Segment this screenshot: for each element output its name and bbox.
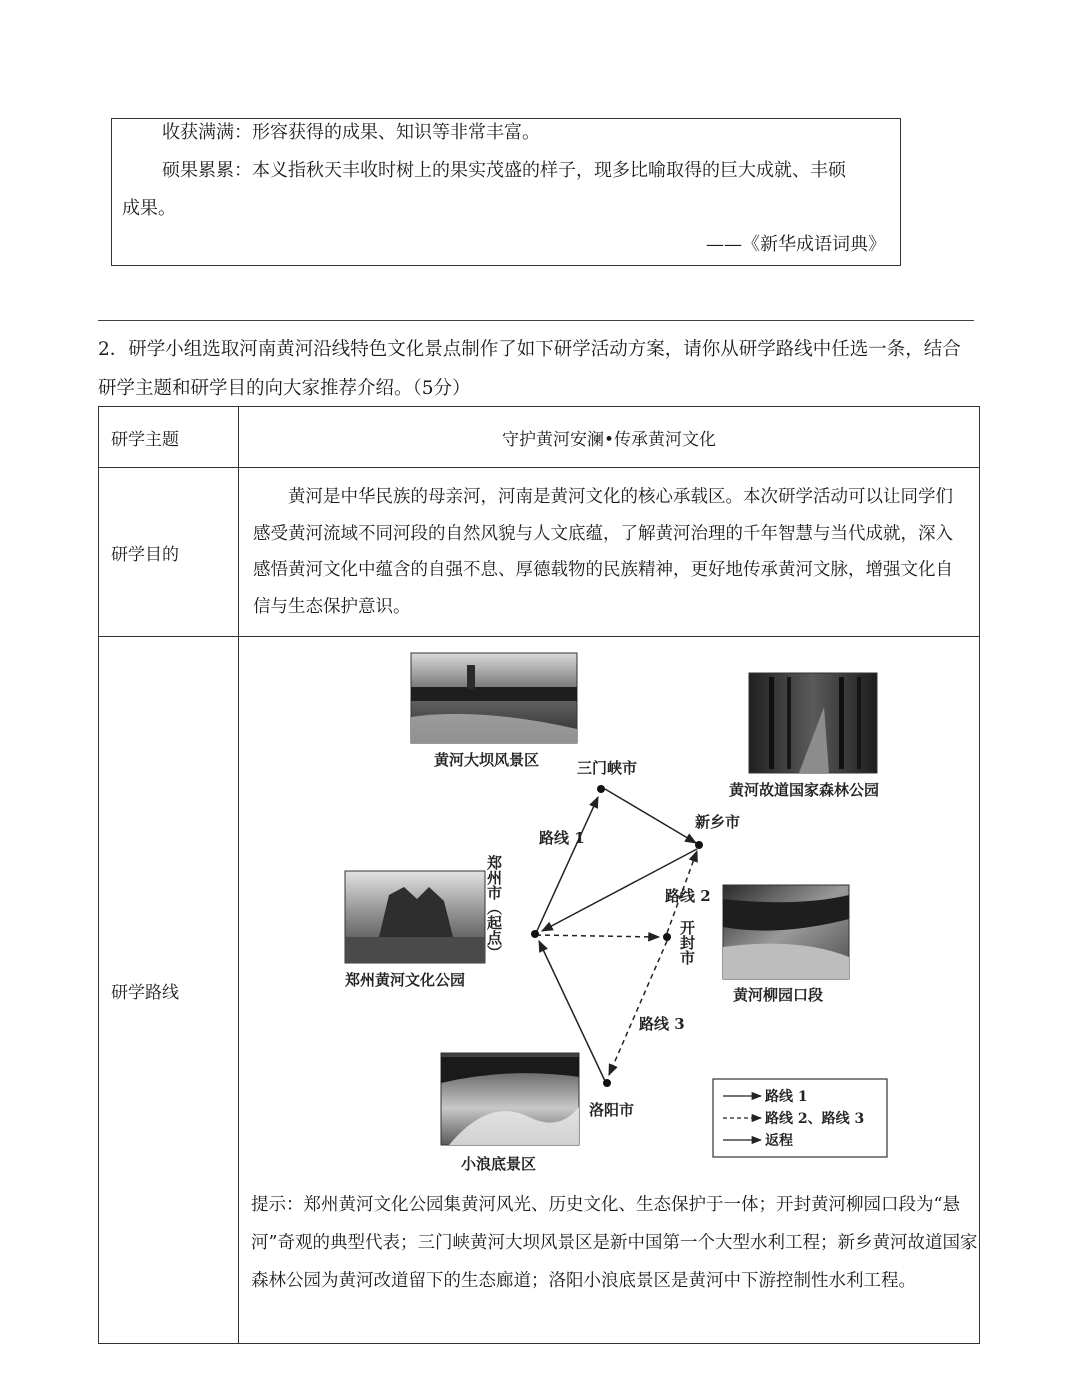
table-row-purpose <box>99 468 980 637</box>
node-xinxiang <box>695 841 703 849</box>
route-line-1-zhengzhou-sanmenxia <box>536 797 598 933</box>
photo-xiaolangdi <box>441 1053 579 1145</box>
node-luoyang <box>603 1079 611 1087</box>
dictionary-entry-shuoguo-line1: 硕果累累：本义指秋天丰收时树上的果实茂盛的样子，现多比喻取得的巨大成就、丰硕 <box>162 160 846 181</box>
dictionary-entry-shouhuo: 收获满满：形容获得的成果、知识等非常丰富。 <box>162 122 540 143</box>
route-label-3: 路线 3 <box>639 1015 685 1033</box>
city-label-xinxiang: 新乡市 <box>695 813 741 831</box>
route-line-3-kaifeng-luoyang <box>609 941 667 1075</box>
dictionary-entry-shuoguo-line2: 成果。 <box>122 198 176 219</box>
photo-xinxiang-forest <box>749 673 877 773</box>
route-label: 研学路线 <box>99 637 239 1344</box>
route-map-diagram <box>239 637 993 1177</box>
city-label-kaifeng: 开封市 <box>678 920 696 965</box>
caption-kaifeng-liuyuankou: 黄河柳园口段 <box>733 986 824 1004</box>
node-sanmenxia <box>597 785 605 793</box>
purpose-value: 黄河是中华民族的母亲河，河南是黄河文化的核心承载区。本次研学活动可以让同学们感受黄河流域不同河段的自然风貌与人文底蕴，了解黄河治理的千年智慧与当代成就，深入感悟黄河文化中蕴含的自强不息、厚德载物的民族精神，更好地传承黄河文脉，增强文化自信与生态保护意识。 <box>239 468 980 637</box>
purpose-label: 研学目的 <box>99 468 239 637</box>
caption-sanmenxia-dam: 黄河大坝风景区 <box>434 751 540 769</box>
legend-label-route2-3: 路线 2、路线 3 <box>765 1111 865 1127</box>
section-divider <box>98 320 974 321</box>
theme-label: 研学主题 <box>99 407 239 468</box>
node-kaifeng <box>663 933 671 941</box>
dictionary-excerpt-box <box>111 118 901 266</box>
caption-zhengzhou-park: 郑州黄河文化公园 <box>345 971 466 989</box>
city-label-zhengzhou: 郑州市（起点） <box>485 855 503 960</box>
photo-kaifeng-liuyuankou <box>723 885 849 979</box>
caption-xiaolangdi: 小浪底景区 <box>461 1155 537 1173</box>
caption-xinxiang-forest: 黄河故道国家森林公园 <box>729 781 880 799</box>
legend-label-return: 返程 <box>765 1133 793 1149</box>
dictionary-source: ——《新华成语词典》 <box>706 234 886 255</box>
city-label-sanmenxia: 三门峡市 <box>577 759 638 777</box>
route-line-2-3-zhengzhou-kaifeng <box>536 935 659 937</box>
table-row-theme <box>99 407 980 468</box>
route-hint: 提示：郑州黄河文化公园集黄河风光、历史文化、生态保护于一体；开封黄河柳园口段为“悬河”奇观的典型代表；三门峡黄河大坝风景区是新中国第一个大型水利工程；新乡黄河故道国家森林公园为黄河改道留下的生态廊道；洛阳小浪底景区是黄河中下游控制性水利工程。 <box>251 1195 978 1291</box>
route-legend <box>713 1079 887 1157</box>
node-zhengzhou <box>531 930 539 938</box>
legend-label-route1: 路线 1 <box>765 1089 808 1105</box>
route-cell <box>239 637 980 1344</box>
question-2-text: 2．研学小组选取河南黄河沿线特色文化景点制作了如下研学活动方案，请你从研学路线中任选一条，结合研学主题和研学目的向大家推荐介绍。（5分） <box>98 339 961 399</box>
photo-sanmenxia-dam <box>411 653 577 743</box>
city-label-luoyang: 洛阳市 <box>589 1101 635 1119</box>
table-row-route <box>99 637 980 1344</box>
theme-value: 守护黄河安澜•传承黄河文化 <box>239 407 980 468</box>
study-plan-table <box>98 406 980 1344</box>
route-line-1-sanmenxia-xinxiang <box>605 789 696 843</box>
photo-zhengzhou-park <box>345 871 485 963</box>
route-label-1: 路线 1 <box>539 829 585 847</box>
route-label-2: 路线 2 <box>665 887 711 905</box>
